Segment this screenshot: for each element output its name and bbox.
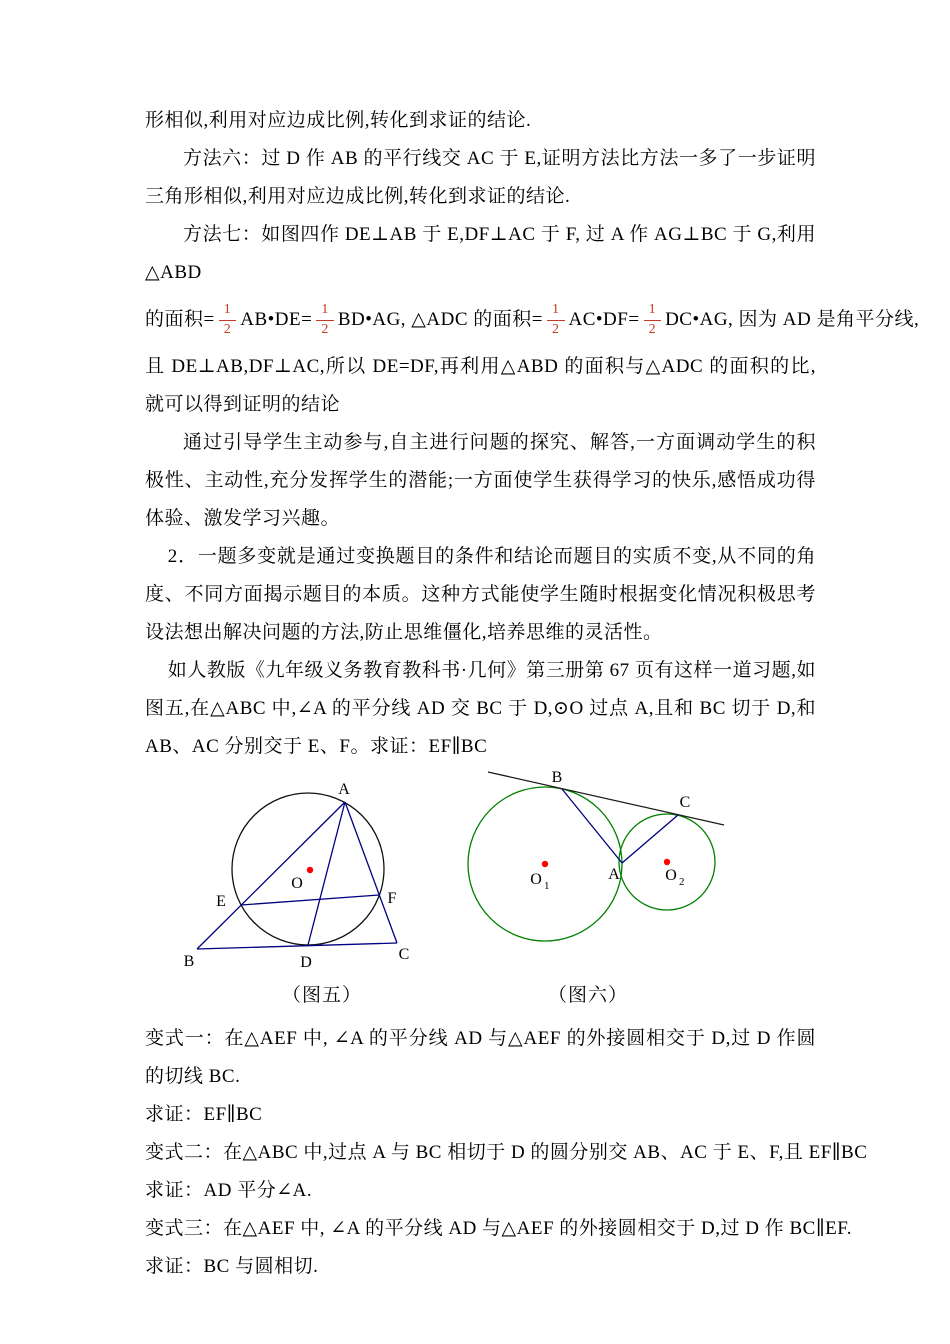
fig6-label-c: C bbox=[679, 794, 691, 811]
fig5-label-o: O bbox=[291, 875, 303, 892]
formula-text-run: 的面积= bbox=[145, 309, 215, 330]
fig6-label-o1-sub: 1 bbox=[544, 880, 550, 892]
fraction-one-half: $\frac{1}{2}$ bbox=[316, 302, 334, 337]
continued-line: 形相似,利用对应边成比例,转化到求证的结论. bbox=[145, 110, 532, 131]
fig6-label-o2-sub: 2 bbox=[679, 876, 685, 888]
fig6-label-b: B bbox=[551, 769, 563, 786]
textbook-problem-paragraph: 如人教版《九年级义务教育教科书·几何》第三册第 67 页有这样一道习题,如图五,在△ABC 中,∠A 的平分线 AD 交 BC 于 D,⊙O 过点 A,且和 BC 切于 D,和 AB、AC 分别交于 E、F。求证：EF∥BC bbox=[145, 660, 816, 757]
figure-five bbox=[184, 781, 410, 971]
variation-two-paragraph: 变式二：在△ABC 中,过点 A 与 BC 相切于 D 的圆分别交 AB、AC 于 E、F,且 EF∥BC bbox=[145, 1142, 868, 1163]
fig5-labels bbox=[184, 781, 410, 971]
fig6-label-o1: O bbox=[530, 871, 542, 888]
fig5-label-d: D bbox=[300, 954, 312, 971]
fig6-label-o2: O bbox=[665, 867, 677, 884]
method-seven-continued: 且 DE⊥AB,DF⊥AC,所以 DE=DF,再利用△ABD 的面积与△ADC 的面积的比,就可以得到证明的结论 bbox=[145, 356, 816, 415]
variation-three-proof: 求证：BC 与圆相切. bbox=[145, 1256, 319, 1277]
fraction-one-half: $\frac{1}{2}$ bbox=[644, 302, 662, 337]
figures-svg bbox=[0, 766, 950, 978]
fig5-center-dot bbox=[307, 867, 313, 873]
teaching-benefit-paragraph: 通过引导学生主动参与,自主进行问题的探究、解答,一方面调动学生的积极性、主动性,充分发挥学生的潜能;一方面使学生获得学习的快乐,感悟成功得体验、激发学习兴趣。 bbox=[145, 432, 816, 529]
area-formula-line bbox=[145, 292, 920, 348]
fig5-line-ac bbox=[345, 802, 397, 943]
fig5-label-f: F bbox=[387, 890, 397, 907]
fig6-center1-dot bbox=[542, 861, 548, 867]
formula-text-run: AB•DE= bbox=[240, 309, 313, 330]
fig5-chord-ef bbox=[241, 895, 379, 905]
fig5-line-ab bbox=[197, 802, 345, 949]
fig5-line-ad bbox=[308, 802, 345, 945]
fig6-caption: （图六） bbox=[548, 985, 629, 1006]
formula-text-run: AC•DF= bbox=[568, 309, 640, 330]
method-six-paragraph: 方法六：过 D 作 AB 的平行线交 AC 于 E,证明方法比方法一多了一步证明三角形相似,利用对应边成比例,转化到求证的结论. bbox=[145, 148, 816, 207]
method-seven-paragraph: 方法七：如图四作 DE⊥AB 于 E,DF⊥AC 于 F, 过 A 作 AG⊥BC 于 G,利用△ABD bbox=[145, 224, 816, 283]
fig6-label-a: A bbox=[608, 866, 620, 883]
variation-one-proof: 求证：EF∥BC bbox=[145, 1104, 263, 1125]
variation-three-paragraph: 变式三：在△AEF 中, ∠A 的平分线 AD 与△AEF 的外接圆相交于 D,过 D 作 BC∥EF. bbox=[145, 1218, 853, 1239]
fig6-chord-ac bbox=[622, 815, 678, 863]
fig5-label-e: E bbox=[216, 893, 226, 910]
fig5-caption: （图五） bbox=[282, 985, 363, 1006]
fraction-one-half: $\frac{1}{2}$ bbox=[547, 302, 565, 337]
variation-two-proof: 求证：AD 平分∠A. bbox=[145, 1180, 313, 1201]
variation-one-paragraph: 变式一：在△AEF 中, ∠A 的平分线 AD 与△AEF 的外接圆相交于 D,过 D 作圆的切线 BC. bbox=[145, 1028, 816, 1087]
multi-variation-paragraph: 2．一题多变就是通过变换题目的条件和结论而题目的实质不变,从不同的角度、不同方面揭示题目的本质。这种方式能使学生随时根据变化情况积极思考设法想出解决问题的方法,防止思维僵化,培养思维的灵活性。 bbox=[145, 546, 816, 643]
fig6-center2-dot bbox=[664, 859, 670, 865]
fraction-one-half: $\frac{1}{2}$ bbox=[219, 302, 237, 337]
fig5-label-a: A bbox=[338, 781, 350, 798]
figure-six bbox=[468, 769, 724, 941]
fig5-label-b: B bbox=[183, 953, 195, 970]
fig5-label-c: C bbox=[398, 946, 410, 963]
formula-text-run: DC•AG, 因为 AD 是角平分线, bbox=[665, 309, 920, 330]
figure-captions bbox=[0, 980, 950, 1020]
formula-text-run: BD•AG, △ADC 的面积= bbox=[337, 309, 543, 330]
figures-region bbox=[0, 766, 950, 978]
